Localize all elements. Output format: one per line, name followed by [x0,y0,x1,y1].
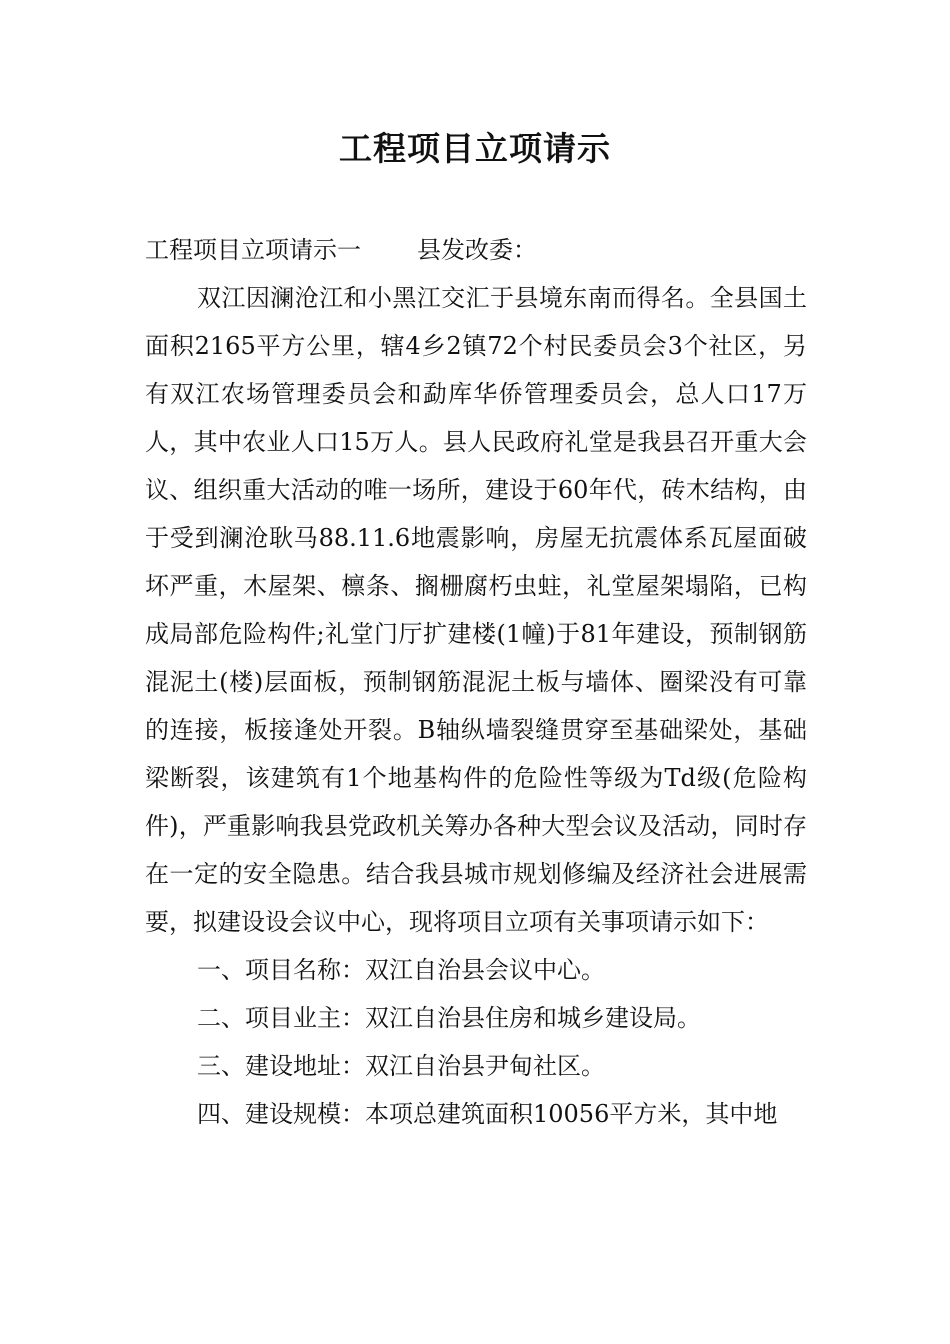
addressee: 县发改委： [417,236,537,264]
paragraph-construction-site: 三、建设地址：双江自治县尹甸社区。 [197,1052,605,1080]
addressee-prefix: 工程项目立项请示一 [145,236,361,264]
paragraph-project-name: 一、项目名称：双江自治县会议中心。 [197,956,605,984]
addressee-line [145,226,807,274]
document-body [145,226,807,1138]
paragraph-project-owner: 二、项目业主：双江自治县住房和城乡建设局。 [197,1004,701,1032]
document-title: 工程项目立项请示 [339,129,611,168]
paragraph-background: 双江因澜沧江和小黑江交汇于县境东南而得名。全县国土面积2165平方公里，辖4乡2镇72个村民委员会3个社区，另有双江农场管理委员会和勐库华侨管理委员会，总人口17万人，其中农业人口15万人。县人民政府礼堂是我县召开重大会议、组织重大活动的唯一场所，建设于60年代，砖木结构，由于受到澜沧耿马88.11.6地震影响，房屋无抗震体系瓦屋面破坏严重，木屋架、檩条、搁栅腐朽虫蛀，礼堂屋架塌陷，已构成局部危险构件;礼堂门厅扩建楼(1幢)于81年建设，预制钢筋混泥土(楼)层面板，预制钢筋混泥土板与墙体、圈梁没有可靠的连接，板接逢处开裂。B轴纵墙裂缝贯穿至基础梁处，基础梁断裂，该建筑有1个地基构件的危险性等级为Td级(危险构件)，严重影响我县党政机关筹办各种大型会议及活动，同时存在一定的安全隐患。结合我县城市规划修编及经济社会进展需要，拟建设设会议中心，现将项目立项有关事项请示如下： [145,284,807,936]
paragraph-construction-scale: 四、建设规模：本项总建筑面积10056平方米，其中地 [197,1100,778,1128]
